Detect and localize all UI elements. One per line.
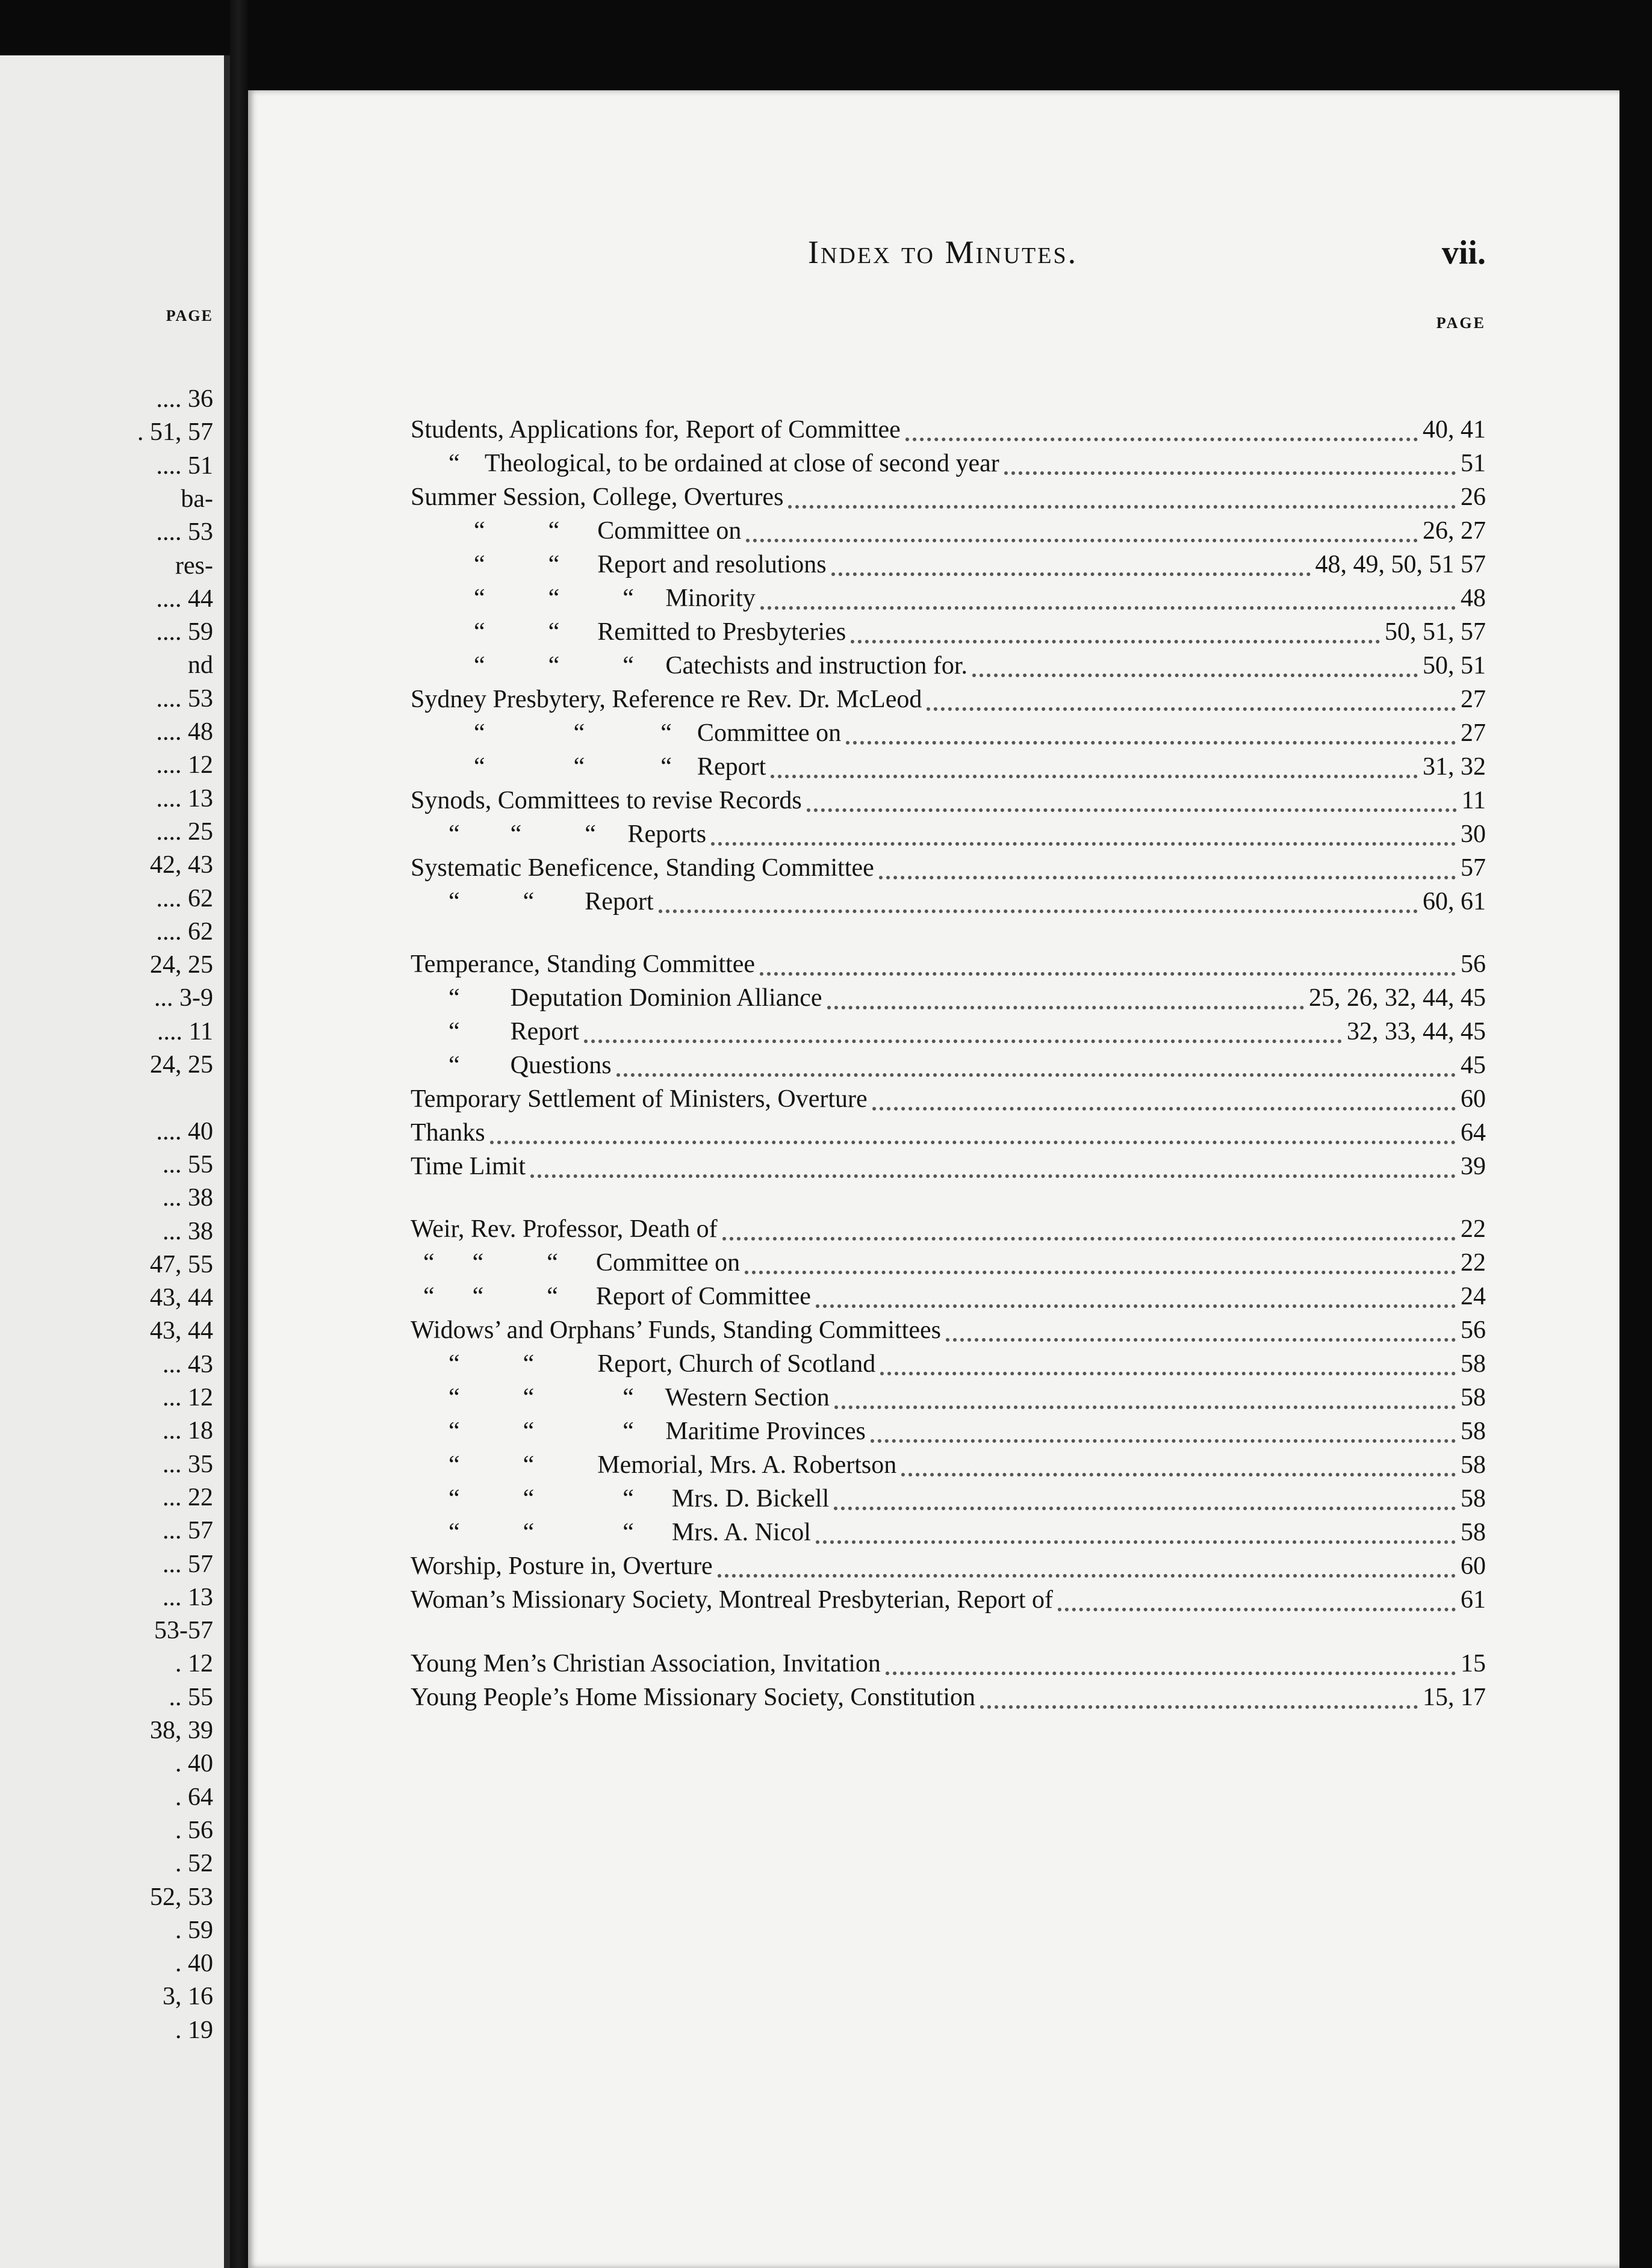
index-entry-label: Weir, Rev. Professor, Death of [411, 1215, 718, 1243]
left-page-line: . 56 [175, 1816, 213, 1844]
left-page-line: . 40 [175, 1750, 213, 1778]
index-entry-label: “ Theological, to be ordained at close of second year [411, 450, 999, 477]
index-entry-label: “ “ “ Minority [411, 584, 756, 612]
left-page-line: . 59 [175, 1916, 213, 1944]
dot-leader [1058, 1608, 1456, 1611]
left-page-line: .... 62 [156, 884, 213, 912]
index-entry-pages: 56 [1461, 950, 1486, 978]
index-entry-label: “ Deputation Dominion Alliance [411, 984, 822, 1012]
index-entry [411, 1417, 1486, 1450]
left-page-line: .... 44 [156, 584, 213, 613]
left-page-line: .... 25 [156, 817, 213, 846]
index-entry [411, 1484, 1486, 1517]
index-entry-pages: 60, 61 [1423, 888, 1486, 916]
left-page-line: 43, 44 [150, 1284, 213, 1312]
index-entry-label: Temporary Settlement of Ministers, Overture [411, 1085, 868, 1113]
left-page-line: 52, 53 [150, 1883, 213, 1911]
index-entry-pages: 56 [1461, 1316, 1486, 1344]
index-entry [411, 1349, 1486, 1383]
dot-leader [831, 572, 1311, 576]
left-page-line: .... 13 [156, 784, 213, 813]
dot-leader [880, 1372, 1456, 1375]
index-entry-label: Young Men’s Christian Association, Invitation [411, 1650, 881, 1678]
left-page-line: . 52 [175, 1850, 213, 1878]
index-entry [411, 1552, 1486, 1585]
dot-leader [871, 1439, 1456, 1443]
left-page-line: ... 3-9 [154, 984, 213, 1012]
index-entry-label: “ Report [411, 1018, 579, 1046]
index-entry-label: “ “ Committee on [411, 517, 742, 545]
dot-leader [616, 1073, 1456, 1077]
index-entry-label: Students, Applications for, Report of Committee [411, 416, 901, 444]
index-entry-pages: 45 [1461, 1052, 1486, 1079]
index-entry-pages: 15, 17 [1423, 1684, 1486, 1711]
dot-leader [834, 1405, 1456, 1409]
index-entry [411, 1085, 1486, 1118]
index-entry [411, 1585, 1486, 1619]
index-entry-label: “ “ “ Mrs. D. Bickell [411, 1485, 830, 1513]
dot-leader [760, 972, 1456, 976]
dot-leader [816, 1304, 1456, 1308]
index-entry-pages: 50, 51 [1423, 652, 1486, 680]
index-entry-pages: 32, 33, 44, 45 [1347, 1018, 1486, 1046]
index-entry-pages: 22 [1461, 1249, 1486, 1277]
dot-leader [718, 1574, 1456, 1578]
index-entry-pages: 40, 41 [1423, 416, 1486, 444]
index-entry-label: Young People’s Home Missionary Society, Constitution [411, 1684, 976, 1711]
dot-leader [886, 1672, 1456, 1675]
left-page-line: . 40 [175, 1950, 213, 1978]
index-entry-pages: 11 [1461, 787, 1486, 814]
left-page-line: ... 57 [163, 1550, 213, 1578]
index-entry-pages: 58 [1461, 1451, 1486, 1479]
left-page-line: .... 53 [156, 518, 213, 547]
index-entry-pages: 26 [1461, 483, 1486, 511]
index-entry-label: “ “ “ Report of Committee [411, 1283, 811, 1310]
left-page-line: ... 12 [163, 1384, 213, 1411]
left-page [0, 55, 230, 2268]
index-entry-label: Summer Session, College, Overtures [411, 483, 784, 511]
index-entry-label: Systematic Beneficence, Standing Committee [411, 854, 874, 882]
dot-leader [711, 842, 1456, 846]
index-entry [411, 950, 1486, 983]
index-entry-label: “ “ “ Report [411, 753, 766, 781]
index-entry-pages: 31, 32 [1423, 753, 1486, 781]
index-entry-label: “ “ Report and resolutions [411, 551, 827, 578]
dot-leader [927, 707, 1456, 711]
index-entry-pages: 50, 51, 57 [1385, 618, 1486, 646]
dot-leader [788, 505, 1456, 509]
left-page-line: . 51, 57 [137, 418, 213, 447]
left-page-line: . 12 [175, 1650, 213, 1678]
left-page-line: .... 48 [156, 718, 213, 746]
dot-leader [771, 775, 1418, 778]
index-entry [411, 483, 1486, 516]
index-entry-pages: 60 [1461, 1552, 1486, 1580]
index-entry-pages: 27 [1461, 686, 1486, 713]
index-entry [411, 854, 1486, 887]
book-gutter [230, 0, 248, 2268]
index-entry [411, 618, 1486, 651]
index-entry-pages: 25, 26, 32, 44, 45 [1309, 984, 1486, 1012]
left-page-line: 53-57 [154, 1617, 213, 1645]
index-entry-label: “ Questions [411, 1052, 612, 1079]
index-entry-pages: 58 [1461, 1519, 1486, 1546]
left-page-line: ... 43 [163, 1350, 213, 1378]
index-entry-label: “ “ “ Reports [411, 820, 707, 848]
index-entry-pages: 58 [1461, 1350, 1486, 1378]
left-page-line: .... 59 [156, 618, 213, 646]
index-entry-label: “ “ Remitted to Presbyteries [411, 618, 846, 646]
index-entry-label: “ “ Memorial, Mrs. A. Robertson [411, 1451, 897, 1479]
index-entry [411, 752, 1486, 785]
dot-leader [745, 1271, 1456, 1274]
index-entry-pages: 64 [1461, 1119, 1486, 1147]
dot-leader [807, 808, 1457, 812]
index-entry-pages: 58 [1461, 1418, 1486, 1445]
index-entry-label: “ “ “ Western Section [411, 1384, 830, 1411]
index-entry [411, 1282, 1486, 1315]
index-entry-label: “ “ “ Maritime Provinces [411, 1418, 866, 1445]
dot-leader [879, 876, 1456, 879]
dot-leader [722, 1237, 1456, 1241]
left-page-line: 3, 16 [163, 1983, 213, 2011]
index-entry-pages: 58 [1461, 1485, 1486, 1513]
index-entry [411, 584, 1486, 617]
index-entry [411, 516, 1486, 550]
index-entry-pages: 58 [1461, 1384, 1486, 1411]
index-entry-label: Sydney Presbytery, Reference re Rev. Dr. McLeod [411, 686, 922, 713]
left-page-line: nd [188, 651, 213, 680]
left-page-line: .... 11 [157, 1017, 213, 1046]
index-entry-label: “ “ Report [411, 888, 654, 916]
index-entry [411, 1215, 1486, 1248]
index-entry-label: Woman’s Missionary Society, Montreal Presbyterian, Report of [411, 1586, 1054, 1614]
dot-leader [946, 1338, 1456, 1342]
left-page-line: 24, 25 [150, 951, 213, 979]
left-page-line: .... 12 [156, 751, 213, 779]
index-entry-label: Worship, Posture in, Overture [411, 1552, 713, 1580]
left-page-line: .... 62 [156, 917, 213, 946]
left-page-line: 38, 39 [150, 1717, 213, 1744]
dot-leader [901, 1473, 1456, 1476]
dot-leader [1004, 471, 1456, 475]
left-page-line: res- [175, 551, 213, 580]
index-entry [411, 719, 1486, 752]
index-entry-label: “ “ “ Committee on [411, 719, 842, 747]
index-entry-label: “ “ “ Mrs. A. Nicol [411, 1519, 811, 1546]
index-entry-pages: 51 [1461, 450, 1486, 477]
left-page-line: .... 51 [156, 451, 213, 480]
index-entry-pages: 48 [1461, 584, 1486, 612]
index-entry-pages: 22 [1461, 1215, 1486, 1243]
left-page-line: ba- [181, 485, 213, 513]
index-entry [411, 1383, 1486, 1416]
left-page-line: ... 13 [163, 1583, 213, 1611]
left-page-line: ... 57 [163, 1517, 213, 1545]
index-entry [411, 449, 1486, 482]
dot-leader [816, 1540, 1456, 1544]
dot-leader [746, 539, 1418, 542]
index-entry-label: “ “ Report, Church of Scotland [411, 1350, 876, 1378]
index-entry-pages: 15 [1461, 1650, 1486, 1678]
dot-leader [530, 1174, 1456, 1178]
index-entry [411, 786, 1486, 819]
left-page-line: .... 40 [156, 1117, 213, 1145]
dot-leader [834, 1507, 1456, 1510]
index-entry [411, 1118, 1486, 1151]
page-column-header: PAGE [1436, 314, 1486, 332]
index-entry [411, 1451, 1486, 1484]
left-page-line: ... 38 [163, 1184, 213, 1212]
index-entry-pages: 26, 27 [1423, 517, 1486, 545]
index-entry [411, 984, 1486, 1017]
index-entry [411, 1518, 1486, 1551]
dot-leader [872, 1107, 1456, 1111]
index-entry [411, 1017, 1486, 1050]
left-page-line: . 19 [175, 2016, 213, 2044]
left-page-line: ... 38 [163, 1217, 213, 1245]
dot-leader [905, 438, 1418, 441]
index-entry-label: Thanks [411, 1119, 485, 1147]
index-entry [411, 1248, 1486, 1281]
right-page [248, 90, 1619, 2268]
index-entry-pages: 61 [1461, 1586, 1486, 1614]
left-page-line: ... 55 [163, 1150, 213, 1179]
index-entry-label: “ “ “ Catechists and instruction for. [411, 652, 968, 680]
left-page-column-header: PAGE [166, 307, 213, 324]
left-page-line: .... 36 [156, 385, 213, 413]
dot-leader [584, 1040, 1342, 1043]
index-entry [411, 651, 1486, 684]
index-entry [411, 550, 1486, 583]
index-entry [411, 685, 1486, 718]
index-entry-pages: 27 [1461, 719, 1486, 747]
left-page-line: 47, 55 [150, 1250, 213, 1278]
index-entry-pages: 30 [1461, 820, 1486, 848]
index-entry [411, 1683, 1486, 1716]
index-entry [411, 1316, 1486, 1349]
index-entry-pages: 24 [1461, 1283, 1486, 1310]
left-page-line: .... 53 [156, 684, 213, 713]
dot-leader [760, 606, 1456, 610]
left-page-line: ... 22 [163, 1483, 213, 1511]
index-entry [411, 1051, 1486, 1084]
index-entry-label: “ “ “ Committee on [411, 1249, 741, 1277]
index-entry-label: Widows’ and Orphans’ Funds, Standing Committees [411, 1316, 942, 1344]
index-entry-pages: 57 [1461, 854, 1486, 882]
left-page-line: .. 55 [169, 1683, 213, 1711]
index-entry [411, 1152, 1486, 1185]
index-entry-label: Time Limit [411, 1153, 526, 1180]
index-entry [411, 820, 1486, 853]
left-page-line: 42, 43 [150, 851, 213, 879]
left-page-line: 24, 25 [150, 1051, 213, 1079]
left-page-line: . 64 [175, 1783, 213, 1811]
index-entry-label: Synods, Committees to revise Records [411, 787, 802, 814]
page-number: vii. [1441, 234, 1486, 271]
left-page-line: ... 18 [163, 1417, 213, 1445]
dot-leader [827, 1006, 1304, 1009]
index-entry [411, 1649, 1486, 1682]
dot-leader [846, 741, 1456, 745]
index-entry-pages: 60 [1461, 1085, 1486, 1113]
dot-leader [490, 1141, 1456, 1144]
left-page-line: ... 35 [163, 1450, 213, 1478]
index-entry [411, 415, 1486, 448]
index-entry-label: Temperance, Standing Committee [411, 950, 756, 978]
index-entry-pages: 48, 49, 50, 51 57 [1315, 551, 1486, 578]
index-entry-pages: 39 [1461, 1153, 1486, 1180]
left-page-line: 43, 44 [150, 1317, 213, 1345]
dot-leader [659, 909, 1418, 913]
dot-leader [972, 674, 1418, 677]
index-entry [411, 887, 1486, 920]
dot-leader [980, 1705, 1418, 1709]
dot-leader [851, 640, 1380, 643]
page-title: Index to Minutes. [808, 234, 1078, 270]
